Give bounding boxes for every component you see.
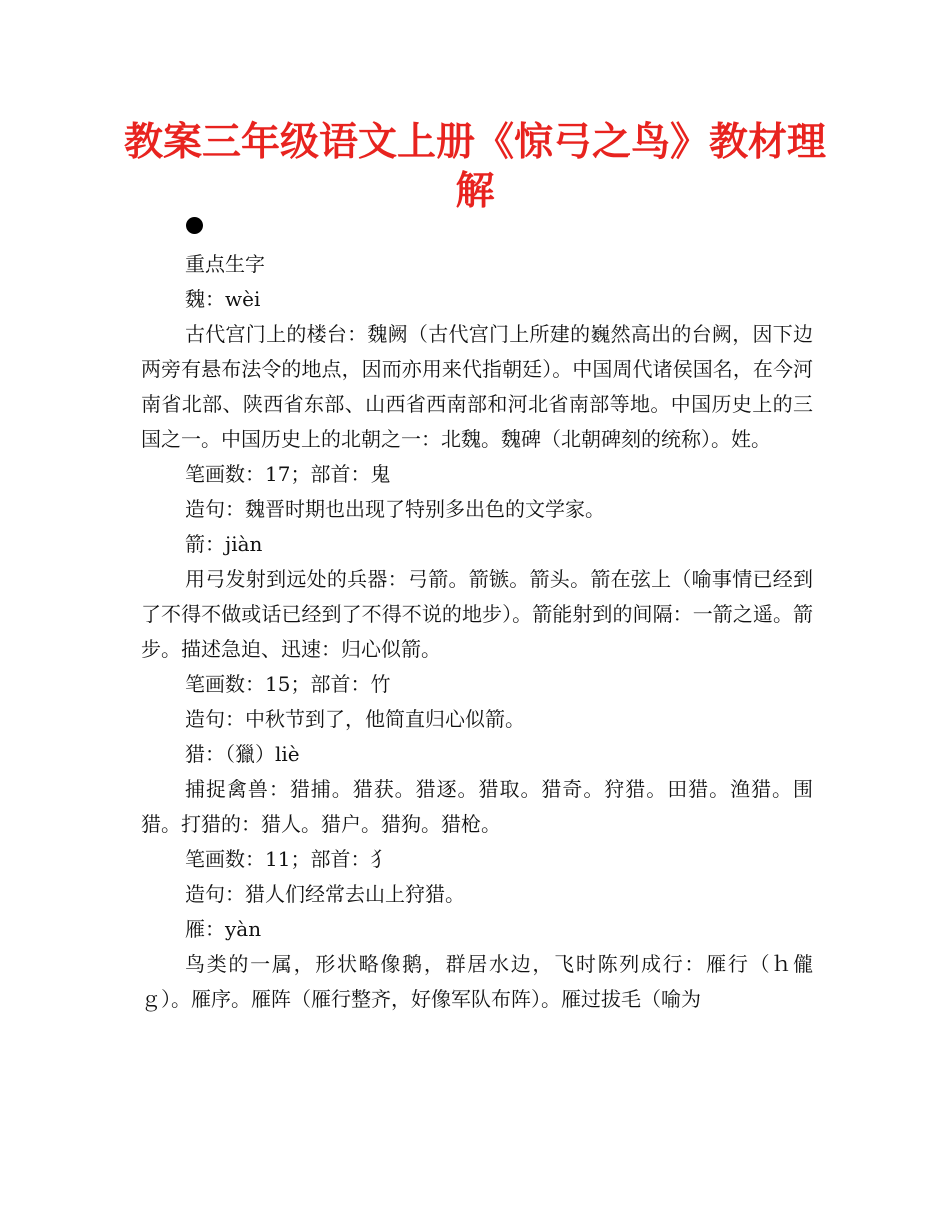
paragraph: 重点生字 <box>185 252 265 276</box>
paragraph: 捕捉禽兽：猎捕。猎获。猎逐。猎取。猎奇。狩猎。田猎。渔猎。围猎。打猎的：猎人。猎户。猎狗。猎枪。 <box>141 777 813 836</box>
paragraph: 笔画数：17；部首：鬼 <box>185 462 391 486</box>
paragraph: 雁：yàn <box>185 917 262 941</box>
paragraph: 箭：jiàn <box>185 532 263 556</box>
bullet-dot <box>186 217 203 234</box>
paragraph: 造句：中秋节到了，他简直归心似箭。 <box>185 707 525 731</box>
paragraph: 造句：魏晋时期也出现了特别多出色的文学家。 <box>185 497 605 521</box>
paragraph: 用弓发射到远处的兵器：弓箭。箭镞。箭头。箭在弦上（喻事情已经到了不得不做或话已经到了不得不说的地步）。箭能射到的间隔：一箭之遥。箭步。描述急迫、迅速：归心似箭。 <box>141 567 813 661</box>
paragraph: 魏：wèi <box>185 287 261 311</box>
document-title: 教案三年级语文上册《惊弓之鸟》教材理解 <box>123 120 826 214</box>
paragraph: 造句：猎人们经常去山上狩猎。 <box>185 882 465 906</box>
paragraph: 鸟类的一属，形状略像鹅，群居水边，飞时陈列成行：雁行（ｈ儱ｇ）。雁序。雁阵（雁行整齐，好像军队布阵）。雁过拔毛（喻为 <box>141 952 813 1011</box>
paragraph: 笔画数：11；部首：犭 <box>185 847 391 871</box>
document-body <box>141 247 813 1017</box>
paragraph: 猎：（獵）liè <box>185 742 300 766</box>
paragraph: 笔画数：15；部首：竹 <box>185 672 391 696</box>
paragraph: 古代宫门上的楼台：魏阙（古代宫门上所建的巍然高出的台阙，因下边两旁有悬布法令的地点，因而亦用来代指朝廷）。中国周代诸侯国名，在今河南省北部、陕西省东部、山西省西南部和河北省南部等地。中国历史上的三国之一。中国历史上的北朝之一：北魏。魏碑（北朝碑刻的统称）。姓。 <box>141 322 813 451</box>
